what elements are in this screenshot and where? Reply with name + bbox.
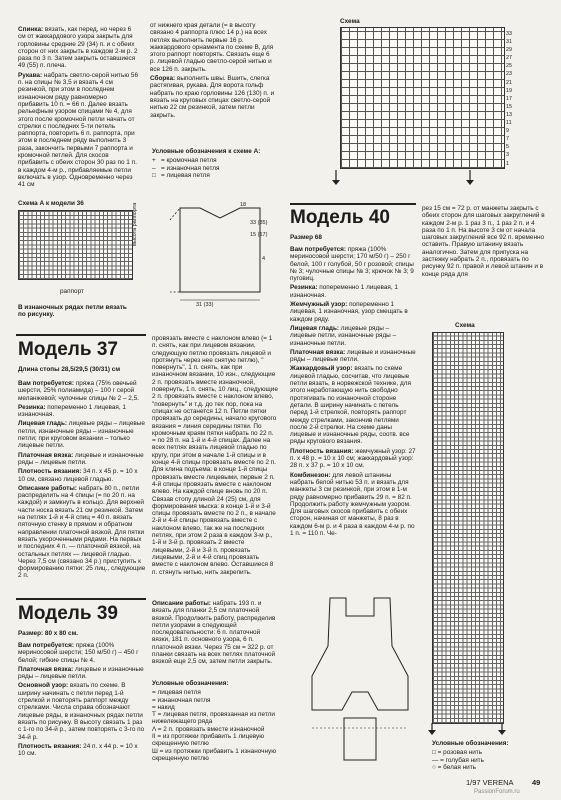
col4-top-text: [422, 205, 548, 280]
pattern-height-label: высота раппорта: [132, 202, 138, 246]
model39-para: Основной узор: вязать по схеме. В ширину начинать с петли перед 1-й стрелкой и повторять раппорт между стрелками. Числа справа обозначают лицевые ряды, в изнаночных рядах петли вязать по рисунку. В высоту связать 1 раз с 1-го по 34-й р., затем повторять с 3-го по 34-й р.: [18, 682, 145, 741]
model37-para: Вам потребуется: пряжа (75% овечьей шерсти, 25% полиамида) – 100 г серой меланжевой; чулочные спицы № 2 – 2,5.: [18, 380, 139, 402]
pattern-dim-label: 31 (33): [196, 302, 214, 308]
model40-para: Плотность вязания: жемчужный узор: 27 п. x 48 р. = 10 x 10 см; жаккардовый узор: 28 п. x 37 р. = 10 x 10 см.: [290, 447, 416, 470]
model40-size: Размер 68: [290, 234, 322, 241]
legend-a-item: □ = лицевая петля: [152, 171, 210, 179]
assembly-paragraph: Сборка: выполнить швы. Вшить, слегка растягивая, рукава. Для ворота гольф набрать по краю горловины 126 (130) п. и вязать на круговых спицах светло-серой нитью 22 см резинкой, затем петли закрыть.: [150, 75, 275, 119]
model40-title: Модель 40: [290, 207, 390, 228]
legend-b-item: Т = лицевая петля, провязанная из петли нижележащего ряда: [152, 711, 275, 726]
legend-a-item: + = кромочная петля: [152, 157, 217, 165]
legend-b-item: = лицевая петля: [152, 689, 201, 697]
col2-mid-text: [152, 335, 278, 578]
scheme-top-arrows: [330, 168, 510, 186]
model37-para: Платочная вязка: лицевые и изнаночные ряды – лицевые петли.: [18, 451, 144, 466]
model40-para: Резинка: попеременно 1 лицевая, 1 изнаночная.: [290, 284, 398, 299]
model40-para: Лицевая гладь: лицевые ряды – лицевые петли, изнаночные ряды – изнаночные петли.: [290, 324, 397, 347]
scheme-a-title: Схема А к модели 36: [18, 200, 84, 207]
legend-b: [152, 680, 278, 762]
legend-b-item: = изнаночная петля: [152, 696, 211, 704]
legend-a-item: – = изнаночная петля: [152, 164, 220, 172]
legend-c-item: — = голубая нить: [432, 756, 484, 764]
model37-rule: [16, 334, 146, 336]
scheme-right-grid: [432, 332, 504, 724]
model40-rule: [290, 203, 416, 205]
col2-top-text: [150, 22, 276, 121]
pattern-dim-label: 15 (17): [250, 232, 268, 238]
scheme-right-title: Схема: [455, 322, 475, 329]
model37-text: [18, 380, 146, 582]
model37-para: Лицевая гладь: лицевые ряды – лицевые петли, изнаночные ряды – изнаночные петли; при круговом вязании – только лицевые петли.: [18, 420, 145, 450]
sweater-pattern-diagram: [160, 200, 280, 310]
model39-size: Размер: 80 x 80 см.: [18, 630, 79, 637]
legend-b-item: II = из протяжки прибавить 1 лицевую скрещенную петлю: [152, 733, 265, 748]
sleeves-paragraph: Рукава: набрать светло-серой нитью 56 п. на спицы № 3,5 и вязать 4 см резинкой, при этом в последнем изнаночном ряду равномерно прибавить 10 п. = 66 п. Далее вязать рельефным узором спицами № 4, для этого после кромочной петли начать от стрелки с последних 5-ти петель раппорта, повторить 6 п. раппорта, при этом в последнем ряду выполнить 3 раза, закончить первыми 7 раппорта и кромочной петлей. Для скосов прибавить с обеих сторон 30 раз по 1 п. в каждом 4-м р., прибавляемые петли включать в узор. Одновременно через 41 см: [18, 71, 138, 189]
model40-para: Жемчужный узор: попеременно 1 лицевая, 1 изнаночная, узор смещать в каждом ряду.: [290, 301, 408, 323]
model40-para: Вам потребуется: пряжа (100% мериносовой шерсти; 170 м/50 г) – 250 г белой, 100 г голубой, 50 г розовой; спицы № 3; чулочные спицы № 3; крючок № 3; 9 пуговиц.: [290, 246, 414, 283]
model39-para: Платочная вязка: лицевые и изнаночные ряды – лицевые петли.: [18, 665, 144, 681]
scheme-a-grid: [18, 210, 133, 280]
scheme-top-grid: [340, 27, 505, 169]
model37-para: Резинка: попеременно 1 лицевая, 1 изнаночная.: [18, 403, 126, 419]
scheme-a-rapport: раппорт: [60, 288, 84, 295]
pattern-dim-label: 4: [262, 256, 266, 262]
col2-bottom-text: [152, 600, 278, 668]
model37-size: Длина стопы 28,5/29,5 (30/31) см: [18, 366, 121, 373]
romper-pattern-diagram: [300, 592, 420, 772]
model39-title: Модель 39: [18, 603, 118, 624]
legend-c: [432, 740, 542, 771]
model37-para: Описание работы: набрать 80 п., петли распределить на 4 спицы (= по 20 п. на каждой) и замкнуть в кольцо. Для верхней части носка вязать 21 см резинкой. Затем на петлях 1-й и 4-й спиц = 40 п. вязать пяточную стенку в прямом и обратном направлении платочной вязкой. Для пятки вязать укороченными рядами. На первых и последних 4 п. — платочной вязкой, на остальных петлях — лицевой гладью. Через 7,5 см (связано 34 р.) приступить к формированию пятки: 25 лиц., следующие 2 п.: [18, 484, 146, 580]
heel-instructions: провязать вместе с наклоном влево (= 1 п. снять, как при лицевом вязании, следующую петлю провязать лицевой и протянуть через нее снятую петлю), " повернуть", 1 п. снять, как при изнаночном вязании, 10 изн., следующие 2 п. провязать вместе изнаночной, повернуть, 1 п. снять, 10 лиц., следующие 2 п. провязать вместе с наклоном влево, "повернуть" и т.д. до тех пор, пока на спицах не останется 12 п. Петли пятки провязать до середины, начало кругового вязания = линия середины пятки. По кромочным краям пятки набрать по 22 п. = по 28 п. на 1-й и 4-й спицах. Далее на всех петлях вязать лицевой гладью по кругу, при этом в начале 1-й спицы и в конце 4-й спицы провязать вместе по 2 п. Для клина подъема: в конце 1-й спицы провязать вместе лицевыми, первые 2 п. 4-й спицы провязать вместе с наклоном влево. На каждой спице вновь по 20 п. Связав стопу длиной 24 (25) см, для формирования мыска: в конце 1-й и 3-й спицы провязать вместе по 2 п., в начале 2-й и 4-й спицы провязать вместе с наклоном влево, так же на последних петлях, при этом 2 раза в каждом 3-м р., 1-й и 3-й р. провязать 2 вместе лицевыми, 2-й и 3-й п. провязать лицевыми, 2-й и 4-й спиц провязать вместе с наклоном влево. Оставшиеся 8 п. стянуть нитью, нить закрепить.: [152, 335, 278, 576]
sleeve-end-paragraph: от нижнего края детали (= в высоту связано 4 раппорта плюс 14 р.) на всех петлях выполнить первые 16 р. жаккардового орнамента по схеме В, для этого раппорт повторять. Связать еще 6 р. лицевой гладью светло-серой нитью и все 126 п. закрыть.: [150, 22, 274, 73]
pattern-dim-label: 18: [240, 202, 247, 208]
legend-c-item: □ = розовая нить: [432, 749, 483, 757]
legend-a: [152, 148, 272, 179]
scheme-right-arrows: [426, 722, 512, 736]
footer-issue: 1/97 VERENA: [466, 778, 514, 787]
model40-para: Комбинезон: для левой штанины набрать белой нитью 53 п. и вязать для манжеты 3 см резинкой, при этом в 1-м ряду равномерно прибавить 29 п. = 82 п. Продолжить работу жемчужным узором. Для шаговых скосов прибавить с обеих сторон, начиная от манжеты, 8 раз в каждом 6-м р. и 4 раза в каждом 4-м р. по 1 п. = 110 п. Че-: [290, 471, 415, 537]
footer-page: 49: [532, 778, 541, 787]
legend-b-item: = накид: [152, 703, 175, 711]
model40-para: Жаккардовый узор: вязать по схеме лицевой гладью, сосчитав, что лицевые петли вязать, в норвежской технике, для этого неработающую нить свободно протягивать по изнаночной стороне детали. В ширину начинать с петель перед 1-й стрелкой, повторять раппорт между стрелками, закончив петлями после 2-й стрелки. На схеме даны лицевые и изнаночные ряды, соотв. все ряды кругового вязания.: [290, 365, 411, 446]
legend-a-title: Условные обозначения к схеме А:: [152, 148, 261, 155]
back-paragraph: Спинка: вязать, как перед, но через 6 см от жаккардового узора закрыть для горловины средние 29 (34) п. и с обеих сторон от них закрыть в каждом 2-м р. 2 раза по 3 п. Затем закрыть оставшиеся 49 (55) п. плеча.: [18, 26, 138, 70]
model39-para: Вам потребуется: пряжа (100% мериносовой шерсти; 150 м/50 г) – 450 г белой; гибкие спицы № 4.: [18, 642, 139, 664]
scheme-top-row-numbers: 33 31 29 27 25 23 21 19 17 15 13 11 9 7 5 3 1: [506, 31, 512, 167]
legend-b-item: Ш = из протяжки прибавить 1 изнаночную скрещенную петлю: [152, 747, 276, 762]
pattern-dim-label: 33 (35): [250, 220, 268, 226]
legend-c-item: ○ = белая нить: [432, 763, 476, 771]
model40-text: [290, 246, 416, 539]
legend-b-title: Условные обозначения:: [152, 680, 229, 687]
model39-text: [18, 642, 146, 759]
model39-work-description: Описание работы: набрать 193 п. и вязать для планки 2,5 см платочной вязкой. Продолжить работу, распределив петли узорами в следующей последовательности: 6 п. платочной вязки, 181 п. основного узора, 6 п. платочной вязки. Через 75 см = 322 р. от планки связать на всех петлях платочной вязкой еще 2,5 см, затем петли закрыть.: [152, 600, 276, 666]
col1-top-text: [18, 26, 138, 191]
legend-c-title: Условные обозначения:: [432, 740, 509, 747]
model37-title: Модель 37: [18, 339, 118, 360]
scheme-top-title: Схема: [340, 18, 360, 25]
model40-para: Платочная вязка: лицевые и изнаночные ряды – лицевые петли.: [290, 348, 416, 364]
scheme-a-note: В изнаночных рядах петли вязать по рисунку.: [18, 304, 127, 319]
model37-para: Плотность вязания: 34 п. x 45 р. = 10 x 10 см, связано лицевой гладью.: [18, 468, 138, 483]
model39-para: Плотность вязания: 24 п. x 44 р. = 10 x 10 см.: [18, 742, 138, 758]
model39-rule: [16, 598, 146, 600]
legend-b-item: Λ = 2 п. провязать вместе изнаночной: [152, 725, 265, 733]
footer-watermark: PassionForum.ru: [474, 789, 520, 795]
romper-continuation: рез 15 см = 72 р. от манжеты закрыть с обеих сторон для шаговых закруглений в каждом 2-м р. 1 раз 3 п., 1 раз 2 п. и 4 раза по 1 п. На высоте 3 см от начала шаговых закруглений все 92 п. временно оставить. Правую штанину вязать аналогично. Затем для припуска на застежку набрать 2 п., провязать по рисунку 92 п. правой и левой штанин и в конце ряда для: [422, 205, 545, 278]
